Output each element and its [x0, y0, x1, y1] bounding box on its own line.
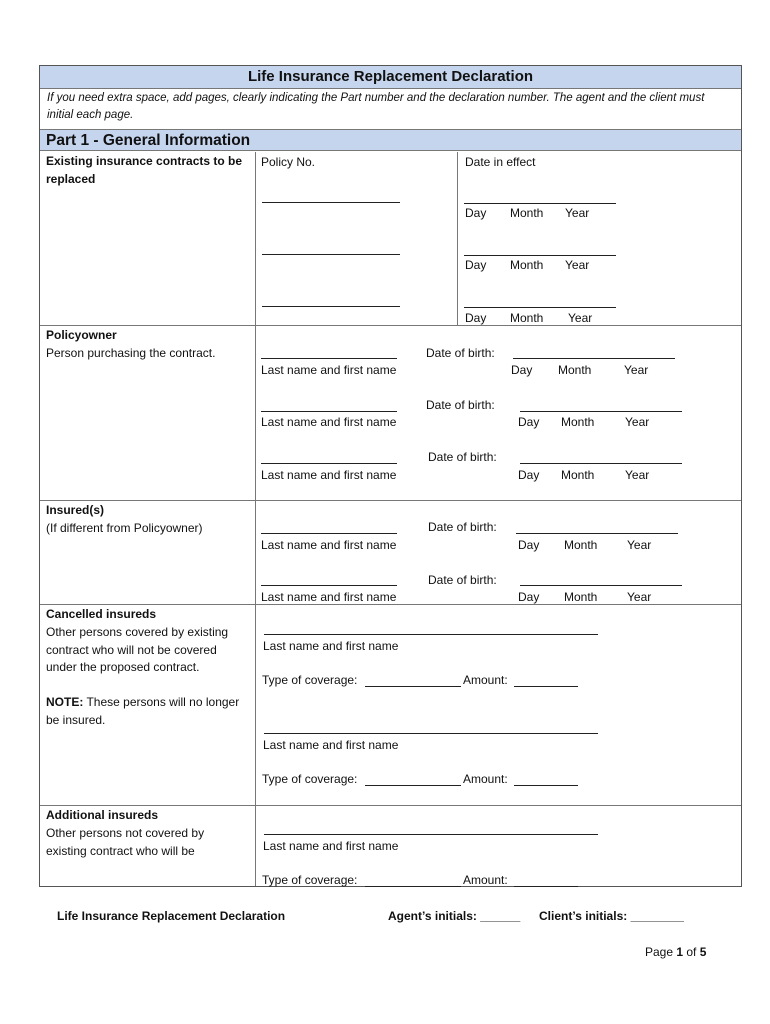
row-divider — [40, 325, 741, 326]
policyowner-name-field[interactable] — [261, 411, 397, 412]
amount-label: Amount: — [463, 873, 508, 887]
month-label: Month — [561, 415, 595, 429]
cancelled-label: Cancelled insureds — [46, 607, 157, 621]
client-initials-field[interactable]: Client’s initials: ________ — [539, 909, 684, 923]
month-label: Month — [561, 468, 595, 482]
policy-no-field[interactable] — [262, 306, 400, 307]
name-label: Last name and first name — [261, 468, 397, 482]
type-coverage-field[interactable] — [365, 686, 461, 687]
type-coverage-field[interactable] — [365, 785, 461, 786]
day-label: Day — [465, 258, 487, 272]
day-label: Day — [518, 538, 540, 552]
policyowner-name-field[interactable] — [261, 358, 397, 359]
month-label: Month — [564, 590, 598, 604]
footer-doc-title: Life Insurance Replacement Declaration — [57, 909, 286, 923]
dob-label: Date of birth: — [426, 346, 495, 360]
day-label: Day — [465, 311, 487, 325]
dob-label: Date of birth: — [428, 520, 497, 534]
day-label: Day — [518, 468, 540, 482]
dob-label: Date of birth: — [428, 450, 497, 464]
amount-field[interactable] — [514, 686, 578, 687]
note-bold: NOTE: — [46, 695, 84, 709]
declaration-form — [39, 65, 742, 887]
date-in-effect-field[interactable] — [464, 307, 616, 308]
name-label: Last name and first name — [261, 590, 397, 604]
name-label: Last name and first name — [263, 839, 399, 853]
month-label: Month — [510, 258, 544, 272]
agent-initials-field[interactable]: Agent’s initials: ______ — [388, 909, 521, 923]
additional-label: Additional insureds — [46, 808, 159, 822]
month-label: Month — [564, 538, 598, 552]
type-coverage-field[interactable] — [365, 886, 461, 887]
type-coverage-label: Type of coverage: — [262, 772, 358, 786]
policy-no-field[interactable] — [262, 254, 400, 255]
dob-label: Date of birth: — [426, 398, 495, 412]
policyowner-dob-field[interactable] — [513, 358, 675, 359]
form-title: Life Insurance Replacement Declaration — [40, 66, 741, 89]
insured-desc: (If different from Policyowner) — [46, 521, 203, 535]
month-label: Month — [510, 311, 544, 325]
policy-no-field[interactable] — [262, 202, 400, 203]
cancelled-desc: Other persons covered by existing contract who will not be covered under the proposed contract. — [46, 625, 229, 674]
name-label: Last name and first name — [261, 363, 397, 377]
year-label: Year — [625, 468, 650, 482]
year-label: Year — [565, 206, 590, 220]
insured-dob-field[interactable] — [520, 585, 682, 586]
intro-text: If you need extra space, add pages, clearly indicating the Part number and the declaration number. The agent and the client must initial each page. — [47, 92, 705, 121]
row-divider — [40, 500, 741, 501]
insured-name-field[interactable] — [261, 585, 397, 586]
name-label: Last name and first name — [261, 415, 397, 429]
column-divider-2 — [457, 152, 458, 325]
policyowner-dob-field[interactable] — [520, 411, 682, 412]
year-label: Year — [625, 415, 650, 429]
amount-field[interactable] — [514, 785, 578, 786]
amount-label: Amount: — [463, 772, 508, 786]
day-label: Day — [518, 590, 540, 604]
type-coverage-label: Type of coverage: — [262, 873, 358, 887]
policyowner-dob-field[interactable] — [520, 463, 682, 464]
dob-label: Date of birth: — [428, 573, 497, 587]
policyowner-name-field[interactable] — [261, 463, 397, 464]
page-of: of — [683, 945, 700, 959]
month-label: Month — [510, 206, 544, 220]
additional-desc: Other persons not covered by existing contract who will be — [46, 826, 205, 858]
year-label: Year — [565, 258, 590, 272]
name-label: Last name and first name — [263, 738, 399, 752]
policy-no-header: Policy No. — [261, 155, 316, 169]
day-label: Day — [518, 415, 540, 429]
date-in-effect-field[interactable] — [464, 255, 616, 256]
page-number — [645, 945, 706, 960]
cancelled-name-field[interactable] — [264, 634, 598, 635]
date-in-effect-field[interactable] — [464, 203, 616, 204]
day-label: Day — [465, 206, 487, 220]
day-label: Day — [511, 363, 533, 377]
column-divider — [255, 152, 256, 886]
cancelled-name-field[interactable] — [264, 733, 598, 734]
date-in-effect-header: Date in effect — [465, 155, 536, 169]
note-text: These persons will no longer be insured. — [46, 695, 240, 727]
year-label: Year — [568, 311, 593, 325]
insured-name-field[interactable] — [261, 533, 397, 534]
row-divider — [40, 805, 741, 806]
amount-field[interactable] — [514, 886, 578, 887]
name-label: Last name and first name — [263, 639, 399, 653]
insured-dob-field[interactable] — [516, 533, 678, 534]
cancelled-note — [46, 694, 250, 729]
additional-name-field[interactable] — [264, 834, 598, 835]
year-label: Year — [627, 538, 652, 552]
amount-label: Amount: — [463, 673, 508, 687]
year-label: Year — [624, 363, 649, 377]
type-coverage-label: Type of coverage: — [262, 673, 358, 687]
year-label: Year — [627, 590, 652, 604]
page-prefix: Page — [645, 945, 677, 959]
part-1-heading: Part 1 - General Information — [40, 129, 741, 151]
name-label: Last name and first name — [261, 538, 397, 552]
insured-label: Insured(s) — [46, 503, 105, 517]
page-current: 1 — [676, 945, 684, 959]
policyowner-desc: Person purchasing the contract. — [46, 346, 216, 360]
existing-contracts-label: Existing insurance contracts to be replaced — [46, 154, 243, 186]
policyowner-label: Policyowner — [46, 328, 117, 342]
month-label: Month — [558, 363, 592, 377]
page-total: 5 — [699, 945, 707, 959]
